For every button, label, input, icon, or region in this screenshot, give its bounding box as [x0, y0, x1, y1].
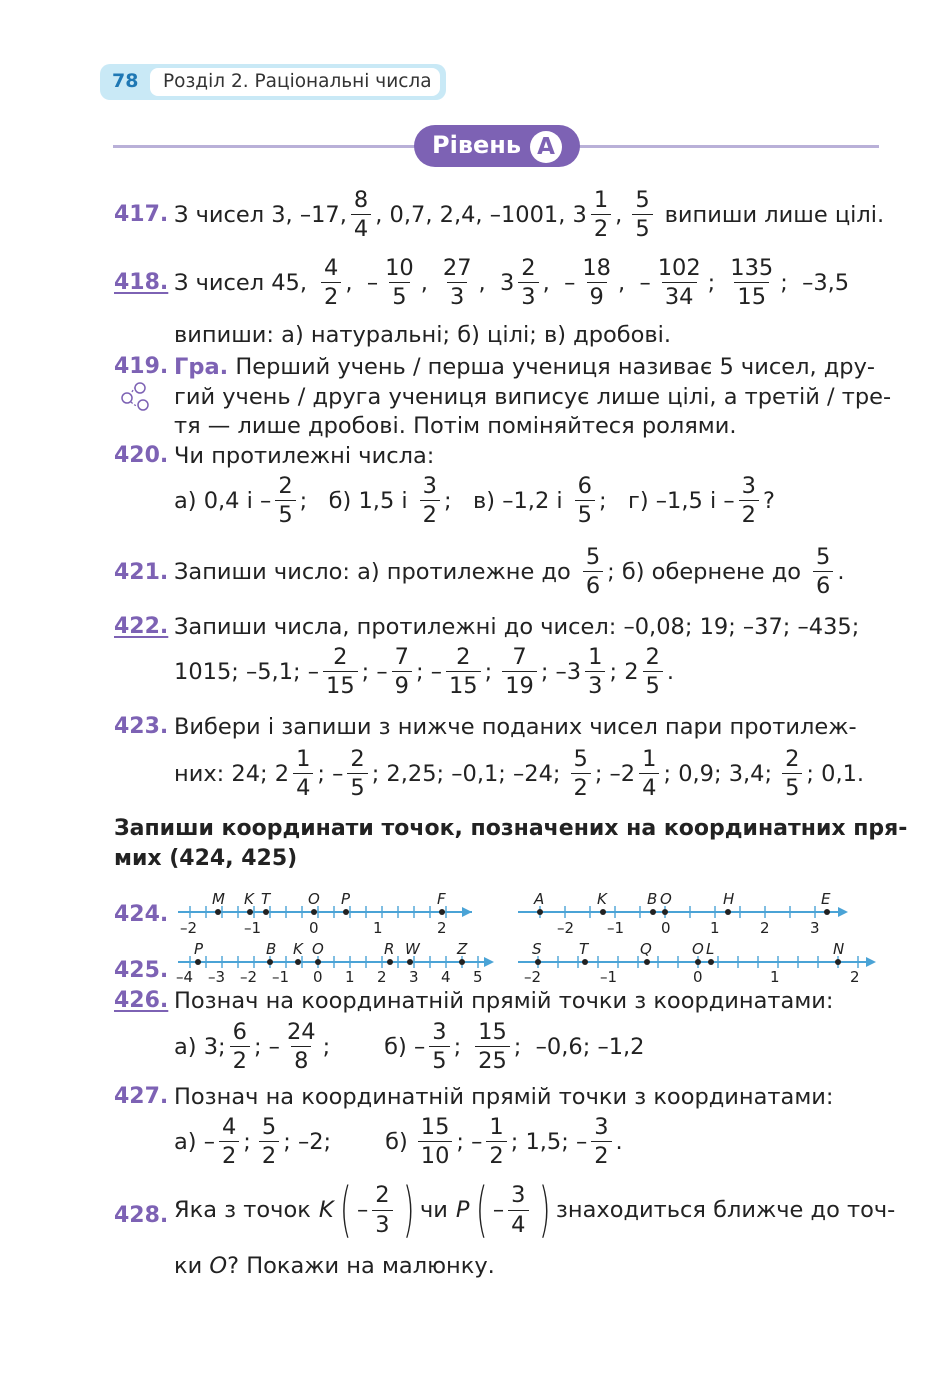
svg-text:–2: –2: [557, 919, 575, 936]
svg-text:0: 0: [693, 968, 703, 984]
page-number: 78: [112, 70, 139, 92]
svg-text:–1: –1: [607, 919, 625, 936]
problem-426-line1: Познач на координатній прямій точки з координатами:: [174, 988, 834, 1014]
problem-427-line1: Познач на координатній прямій точки з координатами:: [174, 1084, 834, 1110]
section-heading-line2: мих (424, 425): [114, 846, 298, 871]
svg-text:2: 2: [377, 968, 387, 984]
svg-text:2: 2: [760, 919, 770, 936]
problem-number-423: 423.: [114, 714, 169, 739]
problem-426-options: а) 3; 6 2 ; – 24 8 ; б) – 3 5 ; 15 25 ; –0,6; –1,2: [174, 1019, 645, 1075]
number-line-424b: [516, 890, 852, 936]
fraction: 5 5: [632, 186, 652, 243]
svg-text:3: 3: [409, 968, 419, 984]
tick-label: 0: [309, 919, 319, 936]
point-label: T: [261, 890, 271, 908]
point-label: P: [341, 890, 351, 908]
problem-number-421: 421.: [114, 560, 169, 585]
problem-number-419: 419.: [114, 354, 169, 379]
svg-text:L: L: [706, 940, 715, 958]
svg-text:1: 1: [770, 968, 780, 984]
number-line-425b: [516, 938, 882, 984]
problem-number-420: 420.: [114, 443, 169, 468]
problem-427-options: а) – 4 2 ; 5 2 ; –2; б) 15 10 ; – 1 2 ; 1,5; – 3 2 .: [174, 1114, 623, 1170]
point-label: F: [437, 890, 446, 908]
svg-text:4: 4: [441, 968, 451, 984]
fraction: 8 4: [351, 186, 371, 243]
number-line-424a: [176, 890, 476, 936]
chapter-title: Розділ 2. Раціональні числа: [163, 71, 432, 92]
problem-number-424: 424.: [114, 902, 169, 927]
problem-428-line2: ки O ? Покажи на малюнку.: [174, 1253, 495, 1279]
problem-number-426[interactable]: 426.: [114, 988, 169, 1013]
svg-text:1: 1: [710, 919, 720, 936]
svg-text:–3: –3: [208, 968, 226, 984]
svg-text:0: 0: [661, 919, 671, 936]
problem-number-422[interactable]: 422.: [114, 614, 169, 639]
problem-number-425: 425.: [114, 958, 169, 983]
svg-text:P: P: [194, 940, 204, 958]
problem-number-428: 428.: [114, 1203, 169, 1228]
problem-418-text: З чисел 45, 4 2 , – 10 5 , 27 3 , 3 2 3 , – 18 9 , – 102 34 ; 135 15 ; –3,5: [174, 255, 850, 311]
problem-423-line2: них: 24; 2 1 4 ; – 2 5 ; 2,25; –0,1; –24; 5 2 ; –2 1 4 ; 0,9; 3,4; 2 5 ; 0,1.: [174, 746, 865, 802]
svg-text:K: K: [293, 940, 303, 958]
svg-text:5: 5: [473, 968, 483, 984]
svg-text:2: 2: [850, 968, 860, 984]
section-heading-line1: Запиши координати точок, позначених на координатних пря-: [114, 816, 908, 841]
problem-number-417: 417.: [114, 202, 169, 227]
problem-417-text: З чисел 3, –17, 8 4 , 0,7, 2,4, –1001, 3 1 2 , 5 5 випиши лише цілі.: [174, 187, 885, 243]
problem-422-line1: Запиши числа, протилежні до чисел: –0,08; 19; –37; –435;: [174, 614, 860, 640]
svg-text:W: W: [405, 940, 420, 958]
svg-text:S: S: [532, 940, 542, 958]
svg-text:3: 3: [810, 919, 820, 936]
svg-text:B: B: [647, 890, 658, 908]
svg-text:1: 1: [345, 968, 355, 984]
level-label: Рівень: [432, 131, 522, 159]
tick-label: 2: [437, 919, 447, 936]
point-label: K: [244, 890, 254, 908]
problem-419-line2: гий учень / друга учениця виписує лише цілі, а третій / тре-: [174, 384, 892, 410]
svg-text:A: A: [534, 890, 545, 908]
problem-number-427: 427.: [114, 1084, 169, 1109]
tick-label: –1: [244, 919, 262, 936]
point-label: M: [212, 890, 225, 908]
svg-text:–2: –2: [240, 968, 258, 984]
svg-text:R: R: [384, 940, 395, 958]
number-line-425a: [176, 938, 500, 984]
svg-text:N: N: [833, 940, 845, 958]
svg-text:O: O: [692, 940, 704, 958]
svg-text:O: O: [312, 940, 324, 958]
problem-420-options: а) 0,4 і – 2 5 ; б) 1,5 і 3 2 ; в) –1,2 і 6 5 ; г) –1,5 і – 3 2 ?: [174, 473, 775, 529]
svg-text:–4: –4: [176, 968, 194, 984]
axis-arrow: [462, 907, 472, 917]
fraction: 1 2: [591, 186, 611, 243]
problem-428-line1: Яка з точок K ( – 2 3 ) чи P ( – 3 4 ) знаходиться ближче до точ-: [174, 1175, 896, 1245]
tick-label: 1: [373, 919, 383, 936]
problem-420-question: Чи протилежні числа:: [174, 443, 435, 469]
problem-418-line2: випиши: а) натуральні; б) цілі; в) дробові.: [174, 322, 672, 348]
level-badge: A: [530, 131, 562, 163]
problem-419-line1: Гра. Перший учень / перша учениця називає 5 чисел, дру-: [174, 354, 876, 380]
tick-label: –2: [180, 919, 198, 936]
svg-text:–2: –2: [524, 968, 542, 984]
svg-text:–1: –1: [600, 968, 618, 984]
group-game-icon: [118, 380, 154, 414]
svg-text:0: 0: [313, 968, 323, 984]
svg-text:T: T: [579, 940, 589, 958]
svg-text:–1: –1: [272, 968, 290, 984]
svg-text:H: H: [723, 890, 735, 908]
problem-number-418[interactable]: 418.: [114, 270, 169, 295]
svg-text:B: B: [266, 940, 277, 958]
problem-422-line2: 1015; –5,1; – 2 15 ; – 7 9 ; – 2 15 ; 7 19 ; –3 1 3 ; 2 2 5 .: [174, 644, 675, 700]
svg-text:K: K: [597, 890, 607, 908]
svg-text:O: O: [660, 890, 672, 908]
svg-text:Z: Z: [457, 940, 468, 958]
problem-421-text: Запиши число: а) протилежне до 5 6 ; б) обернене до 5 6 .: [174, 544, 845, 600]
point-label: O: [308, 890, 320, 908]
svg-text:Q: Q: [640, 940, 652, 958]
problem-423-line1: Вибери і запиши з нижче поданих чисел пари протилеж-: [174, 714, 857, 740]
svg-text:E: E: [821, 890, 831, 908]
problem-419-line3: тя — лише дробові. Потім поміняйтеся ролями.: [174, 413, 737, 439]
